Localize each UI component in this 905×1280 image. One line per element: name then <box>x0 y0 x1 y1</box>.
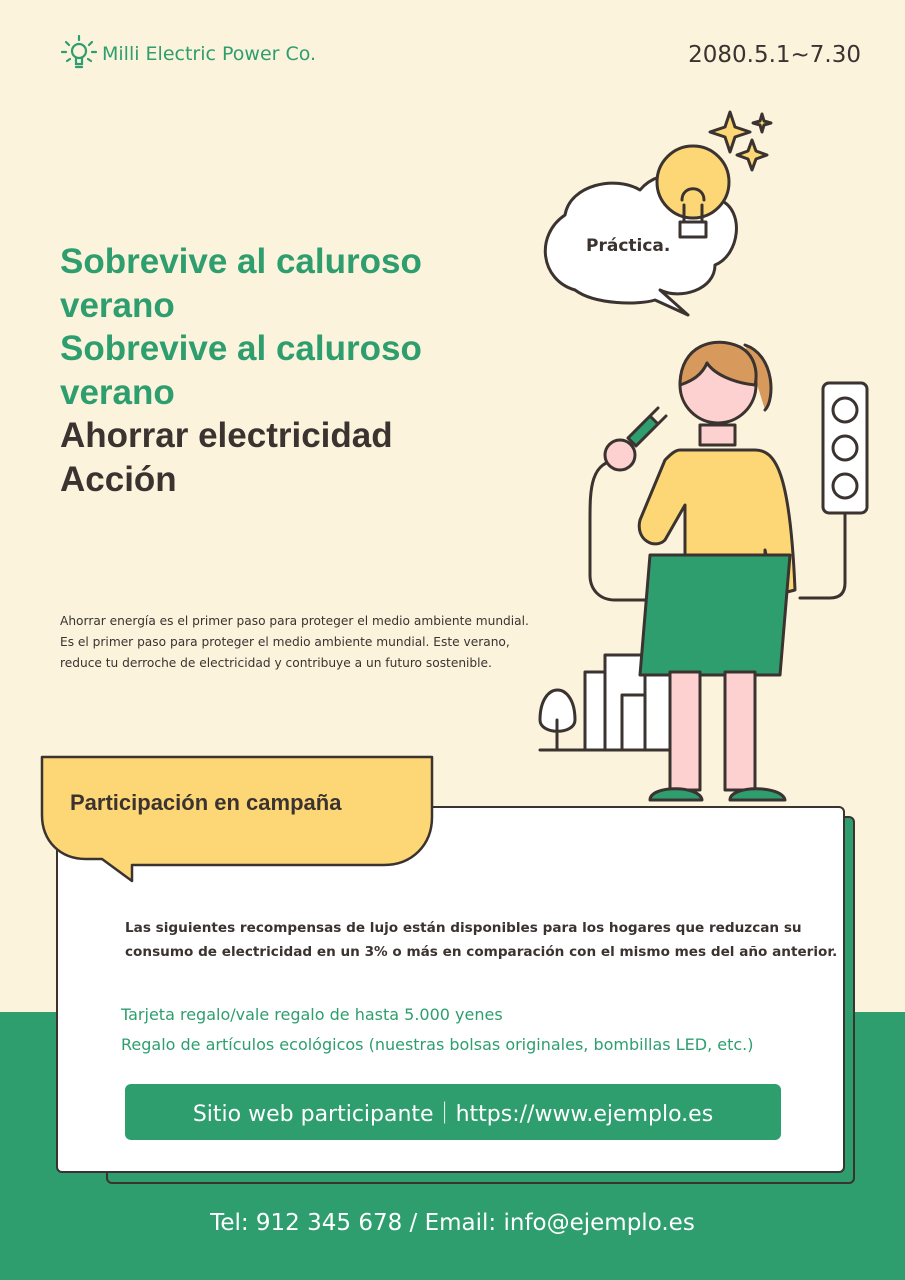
participant-website-button[interactable]: Sitio web participante｜https://www.ejemplo.es <box>125 1084 781 1140</box>
headline-line: verano <box>60 285 175 325</box>
headline <box>60 240 422 501</box>
reward-item: Tarjeta regalo/vale regalo de hasta 5.000 yenes <box>121 1005 503 1024</box>
company-logo <box>60 34 316 74</box>
bubble-text: Práctica. <box>586 236 671 256</box>
rewards-list <box>121 1000 753 1060</box>
headline-line: Sobrevive al caluroso <box>60 329 422 368</box>
campaign-title: Participación en campaña <box>70 790 342 815</box>
campaign-date: 2080.5.1~7.30 <box>688 42 861 68</box>
illustration <box>520 100 880 810</box>
company-name: Milli Electric Power Co. <box>102 43 317 65</box>
footer-contact: Tel: 912 345 678 / Email: info@ejemplo.es <box>210 1210 695 1236</box>
headline-line: Acción <box>60 459 177 499</box>
campaign-tab-bubble <box>40 755 436 885</box>
power-strip <box>823 383 867 513</box>
campaign-description <box>125 916 837 964</box>
headline-line: Ahorrar electricidad <box>60 416 393 455</box>
lead-line: Ahorrar energía es el primer paso para proteger el medio ambiente mundial. <box>60 614 529 628</box>
reward-item: Regalo de artículos ecológicos (nuestras bolsas originales, bombillas LED, etc.) <box>121 1035 754 1054</box>
description-line: consumo de electricidad en un 3% o más en comparación con el mismo mes del año anterior. <box>125 944 838 960</box>
lightbulb-icon <box>60 34 98 74</box>
lead-paragraph <box>60 611 529 674</box>
lead-line: reduce tu derroche de electricidad y contribuye a un futuro sostenible. <box>60 656 492 670</box>
lead-line: Es el primer paso para proteger el medio ambiente mundial. Este verano, <box>60 635 510 649</box>
headline-line: Sobrevive al caluroso <box>60 242 422 281</box>
headline-line: verano <box>60 372 175 412</box>
description-line: Las siguientes recompensas de lujo están disponibles para los hogares que reduzcan su <box>125 920 802 936</box>
